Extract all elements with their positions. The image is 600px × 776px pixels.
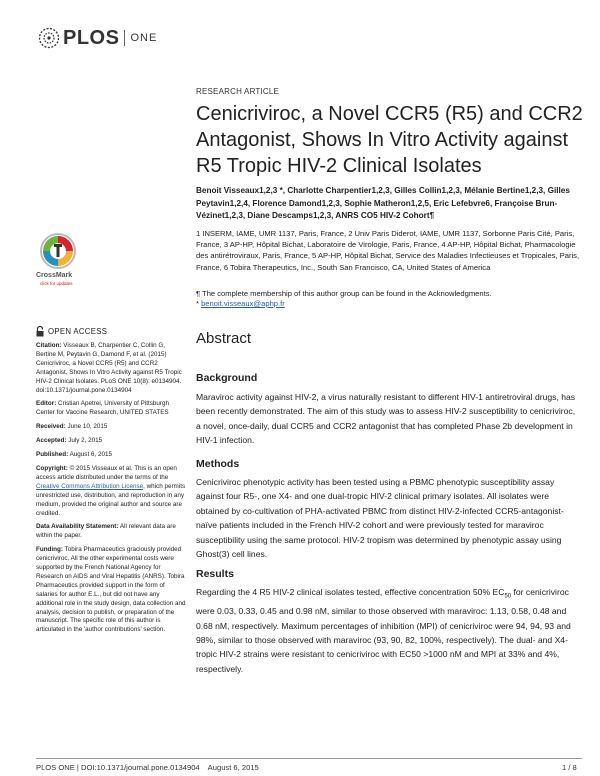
crossmark-sublabel: click for updates	[40, 281, 73, 286]
citation-block	[36, 342, 186, 395]
published-block	[36, 451, 186, 460]
received-date: June 10, 2015	[67, 423, 108, 431]
data-availability-text: All relevant data are within the paper.	[36, 523, 176, 540]
funding-label: Funding:	[36, 546, 63, 554]
results-text-end: for cenicriviroc were 0.03, 0.33, 0.45 and 0.98 nM, similar to those observed with maraviroc: 1.13, 0.58, 0.48 and 0.68 nM, respectively. Maximum percentages of inhibition (MPI) of cenicriviroc were 94, 94, 93 and 98%, similar to those observed with maraviroc (93, 90, 82, 100%, respectively). The dual- and X4-tropic HIV-2 strains were resistant to cenicriviroc with EC50 >1000 nM and MPI at 33% and 4%, respectively.	[196, 587, 571, 674]
editor-block	[36, 400, 186, 418]
journal-logo	[38, 27, 157, 49]
plos-logo-icon	[38, 27, 60, 49]
background-heading: Background	[196, 372, 258, 384]
affiliations: 1 INSERM, IAME, UMR 1137, Paris, France, 2 Univ Paris Diderot, IAME, UMR 1137, Sorbonne Paris Cité, Paris, France, 3 AP-HP, Hôpital Bichat, Laboratoire de Virologie, Paris, France, 4 AP-HP, Hôpital Bichat, Pharmacologie des antirétroviraux, Paris, France, 5 AP-HP, Hôpital Bichat, Service des Maladies Infectieuses et Tropicales, Paris, France, 6 Tobira Therapeutics, Inc., South San Francisco, CA, United States of America	[196, 229, 580, 272]
article-type: RESEARCH ARTICLE	[196, 87, 280, 96]
results-text-start: Regarding the 4 R5 HIV-2 clinical isolates tested, effective concentration 50% EC	[196, 587, 505, 597]
corresponding-email	[196, 298, 285, 309]
footer-divider	[36, 758, 582, 759]
abstract-heading: Abstract	[196, 330, 252, 347]
open-access-badge	[36, 326, 107, 337]
data-availability-block	[36, 523, 186, 541]
results-paragraph	[196, 585, 582, 676]
article-metadata-sidebar	[36, 342, 186, 640]
citation-label: Citation:	[36, 342, 62, 349]
crossmark-badge[interactable]	[36, 232, 78, 288]
journal-name: ONE	[130, 32, 158, 44]
editor-label: Editor:	[36, 400, 57, 408]
crossmark-label: CrossMark	[36, 272, 73, 279]
open-access-label: OPEN ACCESS	[48, 327, 108, 336]
logo-divider	[124, 30, 125, 46]
email-marker: *	[196, 299, 202, 308]
funding-text: Tobira Pharmaceutics graciously provided cenicriviroc. All the other experimental costs were supported by the French National Agency for Research on AIDS and Viral Hepatitis (ANRS). Tobira Pharmaceutics provided support in the form of salaries for author E.L., but did not have any additional role in the study design, data collection and analysis, decision to publish, or preparation of the manuscript. The specific role of this author is articulated in the 'author contributions' section.	[36, 546, 186, 634]
footer-citation: PLOS ONE | DOI:10.1371/journal.pone.0134904 August 6, 2015	[36, 763, 259, 772]
published-date: August 6, 2015	[69, 451, 112, 459]
received-label: Received:	[36, 423, 66, 431]
editor-text: Cristian Apetrei, University of Pittsburgh Center for Vaccine Research, UNITED STATES	[36, 400, 169, 417]
accepted-date: July 2, 2015	[68, 437, 103, 445]
accepted-block	[36, 437, 186, 446]
membership-note: ¶ The complete membership of this author group can be found in the Acknowledgments.	[196, 289, 492, 298]
copyright-text-end: , which permits unrestricted use, distribution, and reproduction in any medium, provided the original author and source are credited.	[36, 482, 186, 517]
accepted-label: Accepted:	[36, 437, 67, 445]
page-number: 1 / 8	[562, 763, 577, 772]
received-block	[36, 423, 186, 432]
copyright-block	[36, 465, 186, 518]
published-label: Published:	[36, 451, 69, 459]
brand-name: PLOS	[63, 26, 120, 49]
methods-heading: Methods	[196, 458, 240, 470]
license-link[interactable]: Creative Commons Attribution License	[36, 482, 144, 490]
crossmark-icon	[39, 232, 77, 270]
funding-block	[36, 546, 186, 635]
background-paragraph: Maraviroc activity against HIV-2, a virus naturally resistant to different HIV-1 antiretroviral drugs, has been recently demonstrated. The aim of this study was to assess HIV-2 susceptibility to cenicriviroc, a novel, once-daily, dual CCR5 and CCR2 antagonist that has completed Phase 2b development in HIV-1 infection.	[196, 392, 576, 446]
citation-text: Visseaux B, Charpentier C, Collin G, Bertine M, Peytavin G, Damond F, et al. (2015) Cenicriviroc, a Novel CCR5 (R5) and CCR2 Antagonist, Shows In Vitro Activity against R5 Tropic HIV-2 Clinical Isolates. PLoS ONE 10(8): e0134904. doi:10.1371/journal.pone.0134904	[36, 342, 182, 394]
methods-paragraph: Cenicriviroc phenotypic activity has been tested using a PBMC phenotypic susceptibility assay against four R5-, one X4- and one dual-tropic HIV-2 clinical primary isolates. All isolates were obtained by co-cultivation of PHA-activated PBMC from distinct HIV-2-infected CCR5-antagonist-naïve patients included in the French HIV-2 cohort and were previously tested for maraviroc susceptibility using the same protocol. HIV-2 tropism was determined by phenotypic assay using Ghost(3) cell lines.	[196, 477, 564, 560]
open-lock-icon	[36, 326, 44, 337]
email-link[interactable]: benoit.visseaux@aphp.fr	[201, 299, 285, 308]
data-availability-label: Data Availability Statement:	[36, 523, 119, 531]
results-heading: Results	[196, 568, 234, 580]
article-title: Cenicriviroc, a Novel CCR5 (R5) and CCR2 Antagonist, Shows In Vitro Activity against R5 Tropic HIV-2 Clinical Isolates	[196, 103, 583, 177]
author-list: Benoit Visseaux1,2,3 *, Charlotte Charpentier1,2,3, Gilles Collin1,2,3, Mélanie Bertine1,2,3, Gilles Peytavin1,2,4, Florence Damond1,2,3, Sophie Matheron1,2,5, Eric Lefebvre6, Françoise Brun-Vézinet1,2,3, Diane Descamps1,2,3, ANRS CO5 HIV-2 Cohort¶	[196, 186, 570, 220]
copyright-text: © 2015 Visseaux et al. This is an open access article distributed under the terms of the	[36, 464, 177, 481]
ec50-subscript: 50	[504, 593, 512, 600]
copyright-label: Copyright:	[36, 464, 68, 472]
